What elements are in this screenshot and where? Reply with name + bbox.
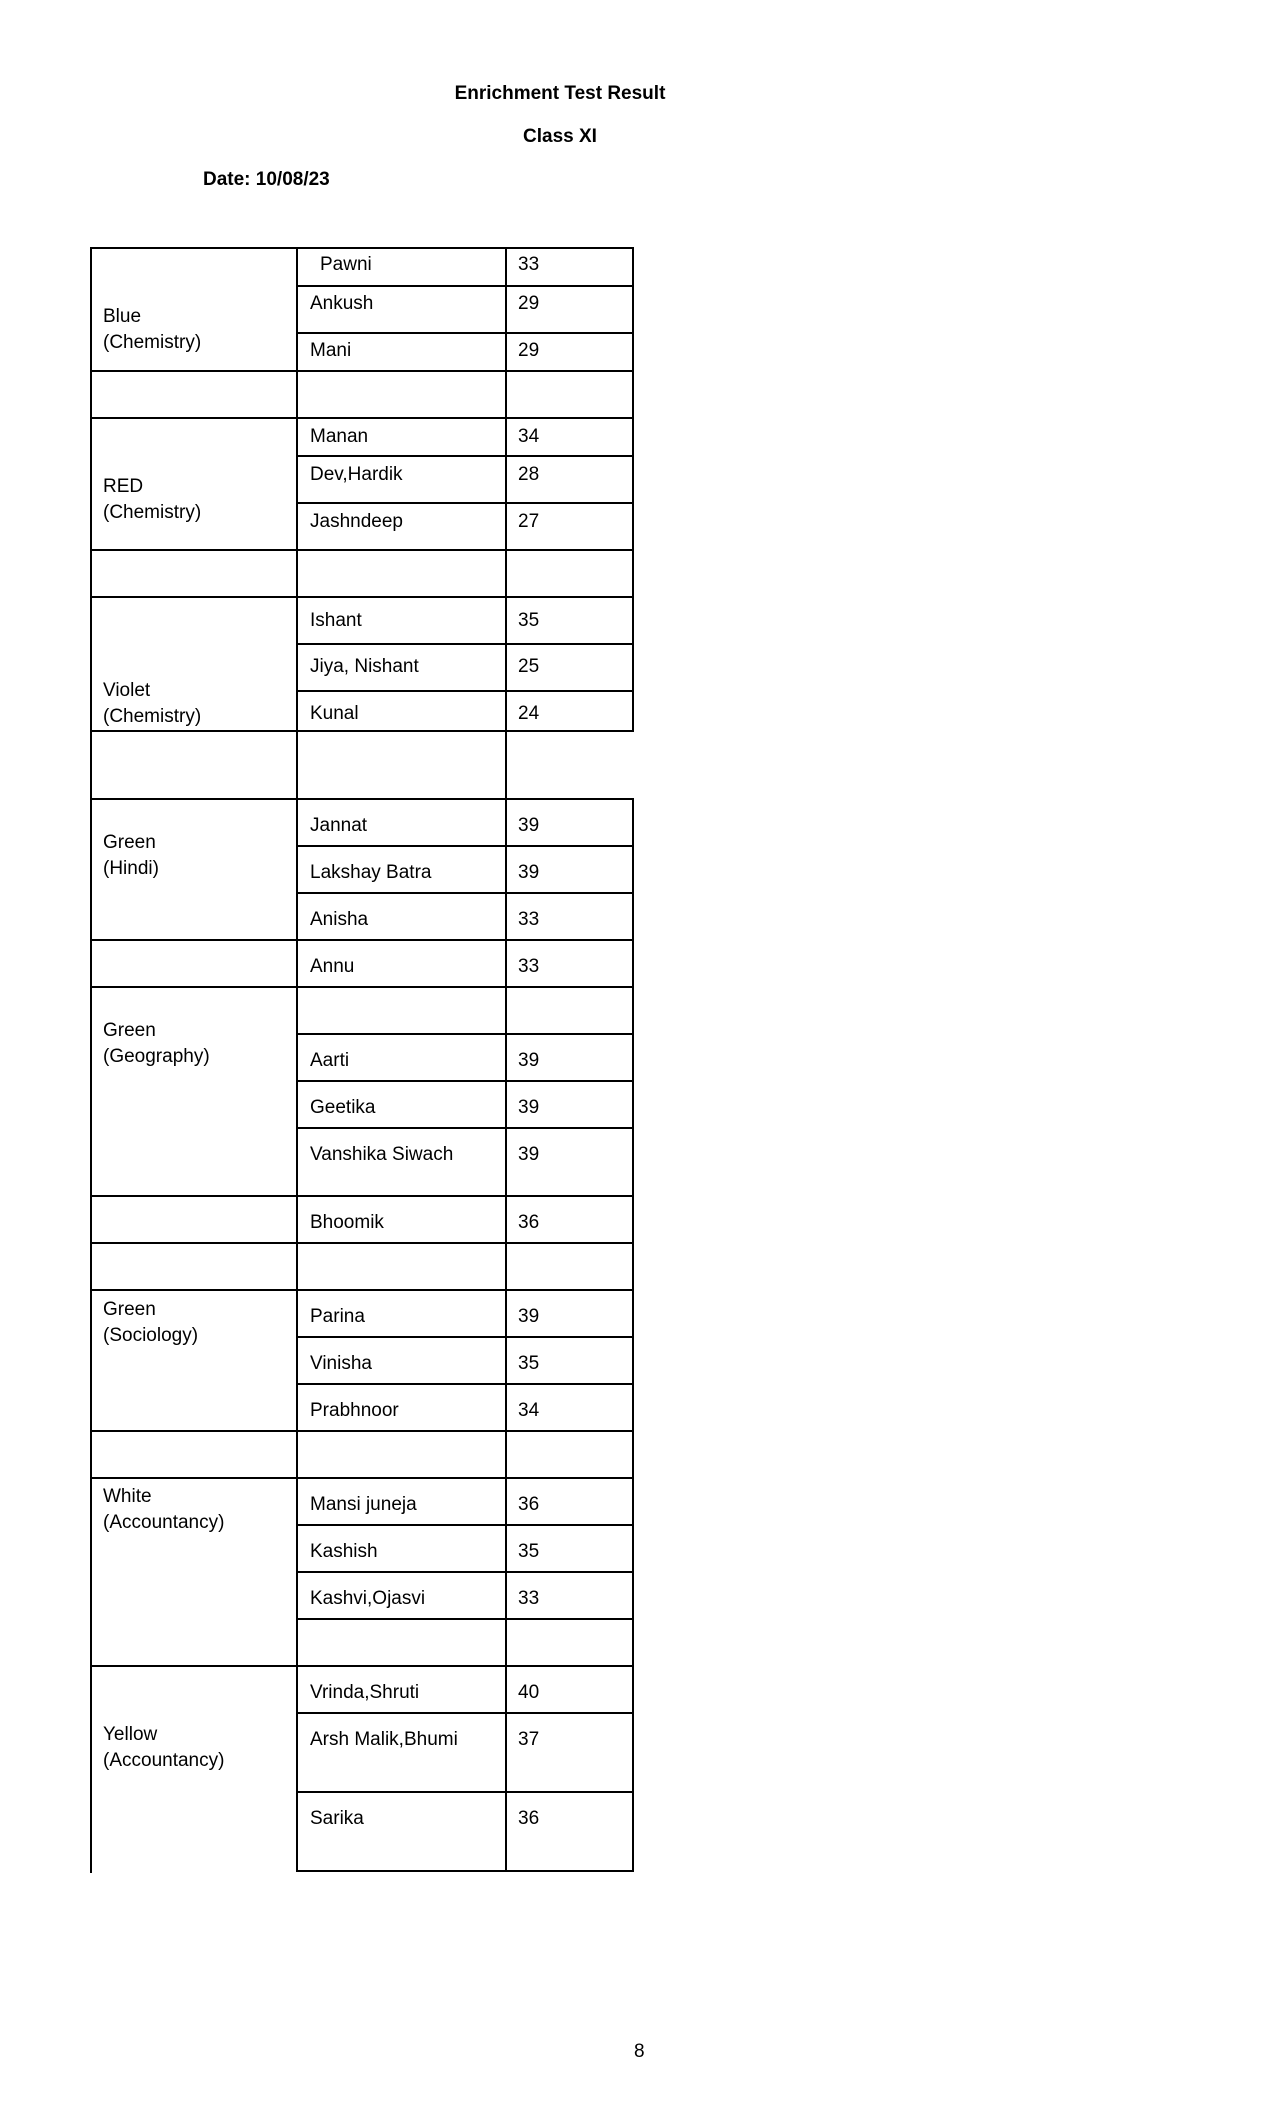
student-name: Manan: [310, 426, 369, 447]
student-name: Jannat: [310, 815, 368, 836]
student-name: Kashvi,Ojasvi: [310, 1588, 426, 1609]
student-name: Anisha: [310, 909, 369, 930]
group-label: RED (Chemistry): [103, 476, 202, 523]
student-marks: 39: [518, 1144, 540, 1165]
student-name: Ishant: [310, 610, 362, 631]
student-marks: 25: [518, 656, 540, 677]
group-label: Green (Hindi): [103, 832, 159, 879]
student-name: Sarika: [310, 1808, 364, 1829]
student-name: Mansi juneja: [310, 1494, 417, 1515]
student-marks: 36: [518, 1808, 540, 1829]
student-marks: 33: [518, 1588, 540, 1609]
group-label: Green (Geography): [103, 1020, 210, 1067]
student-marks: 35: [518, 1541, 540, 1562]
student-name: Jiya, Nishant: [310, 656, 419, 677]
student-name: Prabhnoor: [310, 1400, 399, 1421]
class-label: Class XI: [523, 126, 597, 147]
student-marks: 28: [518, 464, 540, 485]
student-name: Vrinda,Shruti: [310, 1682, 420, 1703]
student-marks: 36: [518, 1494, 540, 1515]
student-marks: 37: [518, 1729, 540, 1750]
student-marks: 39: [518, 862, 540, 883]
student-marks: 29: [518, 293, 540, 314]
student-name: Pawni: [320, 254, 372, 275]
test-date: Date: 10/08/23: [203, 169, 330, 190]
student-marks: 39: [518, 1097, 540, 1118]
student-name: Parina: [310, 1306, 365, 1327]
student-name: Mani: [310, 340, 352, 361]
group-label: Yellow (Accountancy): [103, 1724, 225, 1771]
page-title: Enrichment Test Result: [454, 83, 666, 104]
student-name: Lakshay Batra: [310, 862, 432, 883]
student-marks: 34: [518, 426, 540, 447]
student-marks: 24: [518, 703, 540, 724]
student-marks: 33: [518, 956, 540, 977]
student-marks: 35: [518, 1353, 540, 1374]
group-label: White (Accountancy): [103, 1486, 225, 1533]
student-name: Aarti: [310, 1050, 350, 1071]
student-marks: 35: [518, 610, 540, 631]
student-name: Bhoomik: [310, 1212, 384, 1233]
student-marks: 27: [518, 511, 540, 532]
student-name: Vinisha: [310, 1353, 372, 1374]
student-name: Arsh Malik,Bhumi: [310, 1729, 458, 1750]
student-marks: 33: [518, 254, 540, 275]
student-marks: 39: [518, 1306, 540, 1327]
page-number: 8: [634, 2041, 645, 2062]
group-label: Violet (Chemistry): [103, 680, 202, 727]
student-marks: 39: [518, 815, 540, 836]
student-marks: 29: [518, 340, 540, 361]
student-marks: 33: [518, 909, 540, 930]
student-marks: 39: [518, 1050, 540, 1071]
student-name: Kunal: [310, 703, 359, 724]
group-label: Blue (Chemistry): [103, 306, 202, 353]
student-name: Ankush: [310, 293, 374, 314]
student-name: Vanshika Siwach: [310, 1144, 454, 1165]
student-name: Dev,Hardik: [310, 464, 403, 485]
student-marks: 40: [518, 1682, 540, 1703]
group-label: Green (Sociology): [103, 1299, 199, 1346]
student-marks: 36: [518, 1212, 540, 1233]
student-marks: 34: [518, 1400, 540, 1421]
student-name: Jashndeep: [310, 511, 403, 532]
student-name: Geetika: [310, 1097, 376, 1118]
student-name: Kashish: [310, 1541, 378, 1562]
student-name: Annu: [310, 956, 355, 977]
